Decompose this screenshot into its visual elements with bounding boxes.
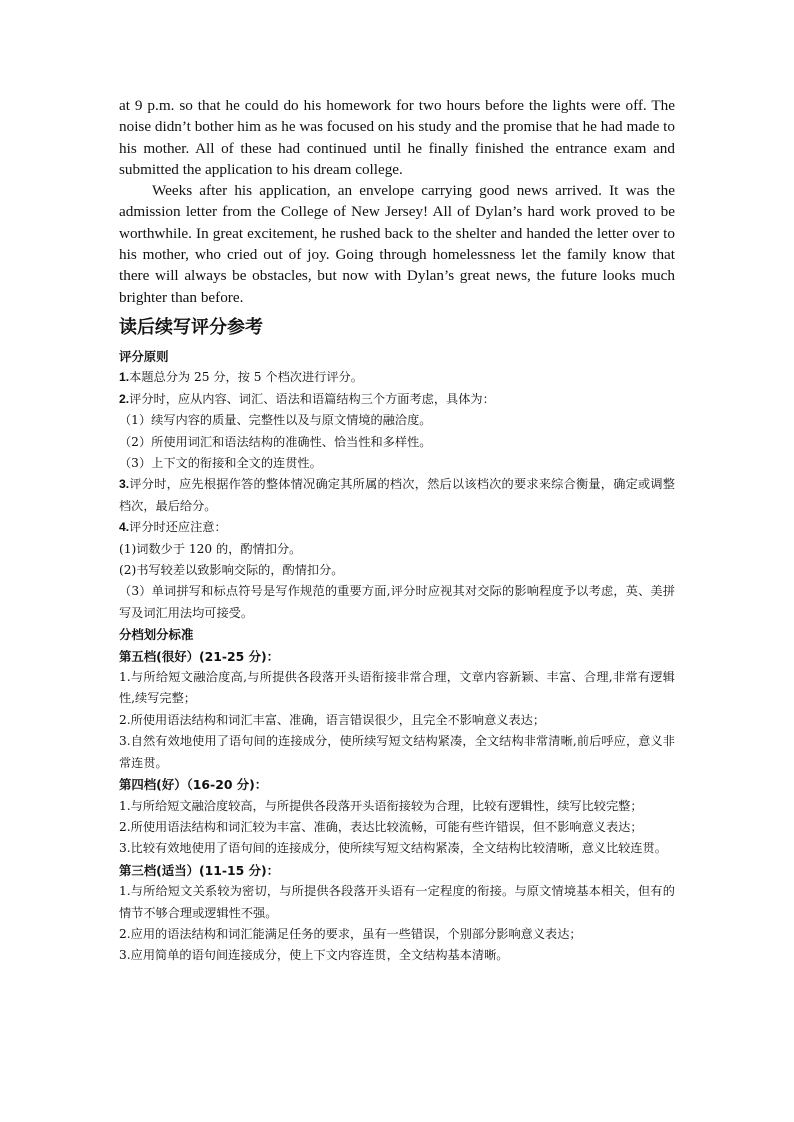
principle-item: (1)词数少于 120 的，酌情扣分。: [119, 541, 302, 556]
level-item: 1.与所给短文融洽度较高，与所提供各段落开头语衔接较为合理，比较有逻辑性，续写比较完整；: [119, 798, 643, 813]
level-item: 2.所使用语法结构和词汇丰富、准确，语言错误很少，且完全不影响意义表达；: [119, 712, 546, 727]
principle-item: (2)书写较差以致影响交际的，酌情扣分。: [119, 563, 344, 578]
level-heading: 第五档(很好）(21-25 分)：: [119, 648, 280, 664]
level-heading: 第四档(好）（16-20 分)：: [119, 777, 268, 793]
principle-item: （2）所使用词汇和语法结构的准确性、恰当性和多样性。: [119, 434, 432, 449]
level-section: [119, 646, 675, 774]
rubric-title: 读后续写评分参考: [119, 316, 263, 338]
principles-list: [119, 367, 675, 624]
level-item: 1.与所给短文关系较为密切，与所提供各段落开头语有一定程度的衔接。与原文情境基本相关，但有的情节不够合理或逻辑性不强。: [119, 884, 675, 920]
principle-item: 2.评分时，应从内容、词汇、语法和语篇结构三个方面考虑，具体为：: [119, 391, 495, 406]
level-heading: 第三档(适当）(11-15 分)：: [119, 862, 280, 878]
levels-heading: 分档划分标准: [119, 627, 194, 643]
principle-item: 3.评分时，应先根据作答的整体情况确定其所属的档次，然后以该档次的要求来综合衡量，确定或调整档次，最后给分。: [119, 477, 675, 513]
level-section: [119, 860, 675, 967]
level-item: 2.所使用语法结构和词汇较为丰富、准确，表达比较流畅，可能有些许错误，但不影响意义表达；: [119, 819, 643, 834]
principle-item: （3）上下文的衔接和全文的连贯性。: [119, 456, 322, 470]
level-item: 1.与所给短文融洽度高,与所提供各段落开头语衔接非常合理，文章内容新颖、丰富、合理,非常有逻辑性,续写完整；: [119, 670, 675, 706]
principle-item: 1.本题总分为 25 分，按 5 个档次进行评分。: [119, 370, 363, 385]
passage-paragraph: Weeks after his application, an envelope carrying good news arrived. It was the admission letter from the College of New Jersey! All of Dylan’s hard work proved to be worthwhile. In great excitement, he rushed back to the shelter and handed the letter over to his mother, who cried out of joy. Going through homelessness let the family know that there will always be obstacles, but now with Dylan’s great news, the future looks much brighter than before.: [119, 182, 675, 306]
level-item: 3.应用简单的语句间连接成分，使上下文内容连贯，全文结构基本清晰。: [119, 948, 509, 963]
document-page: [119, 95, 675, 967]
principle-item: （3）单词拼写和标点符号是写作规范的重要方面,评分时应视其对交际的影响程度予以考虑，英、美拼写及词汇用法均可接受。: [119, 584, 675, 620]
passage-paragraph: at 9 p.m. so that he could do his homework for two hours before the lights were off. The noise didn’t bother him as he was focused on his study and the promise that he had made to his mother. All of these had continued until he finally finished the entrance exam and submitted the application to his dream college.: [119, 97, 675, 178]
level-section: [119, 774, 675, 860]
principle-item: （1）续写内容的质量、完整性以及与原文情境的融洽度。: [119, 413, 432, 428]
level-item: 2.应用的语法结构和词汇能满足任务的要求，虽有一些错误，个别部分影响意义表达；: [119, 926, 582, 941]
level-item: 3.自然有效地使用了语句间的连接成分，使所续写短文结构紧凑，全文结构非常清晰,前后呼应，意义非常连贯。: [119, 734, 675, 770]
level-item: 3.比较有效地使用了语句间的连接成分，使所续写短文结构紧凑，全文结构比较清晰，意义比较连贯。: [119, 841, 667, 856]
principle-item: 4.评分时还应注意：: [119, 520, 227, 535]
principles-heading: 评分原则: [119, 348, 169, 364]
